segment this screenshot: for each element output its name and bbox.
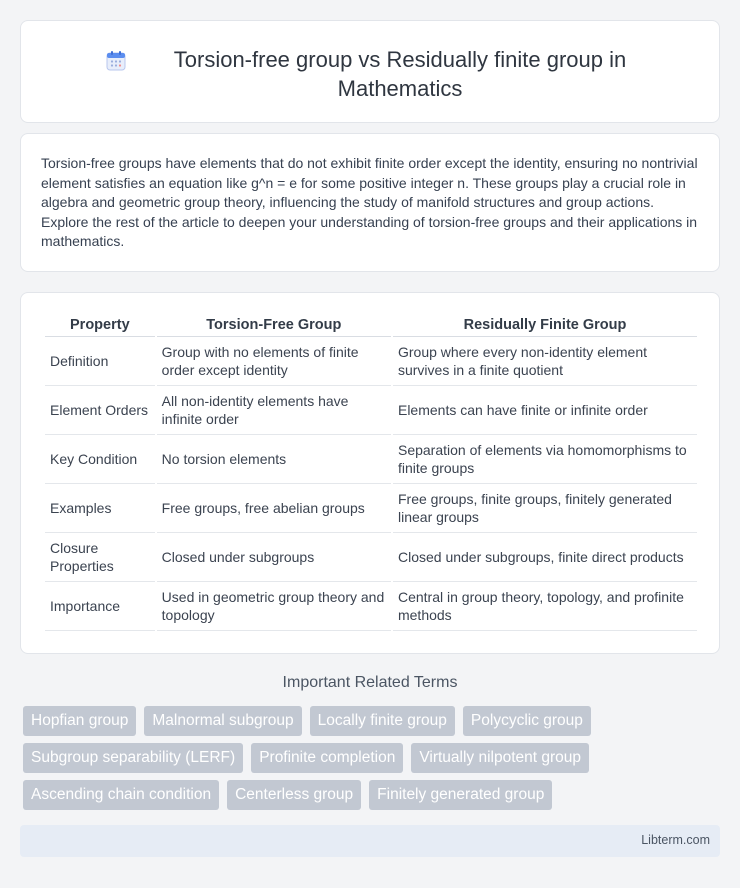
tag-finitely-generated-group[interactable]: Finitely generated group: [369, 780, 552, 810]
table-cell-property: Examples: [45, 484, 155, 533]
table-cell: Group with no elements of finite order except identity: [157, 337, 391, 386]
table-cell-property: Closure Properties: [45, 533, 155, 582]
table-row: [45, 337, 697, 386]
tag-hopfian-group[interactable]: Hopfian group: [23, 706, 136, 736]
tag-malnormal-subgroup[interactable]: Malnormal subgroup: [144, 706, 301, 736]
tag-profinite-completion[interactable]: Profinite completion: [251, 743, 403, 773]
intro-card: [20, 133, 720, 272]
tag-row: [23, 706, 623, 736]
table-cell-property: Key Condition: [45, 435, 155, 484]
tag-virtually-nilpotent-group[interactable]: Virtually nilpotent group: [411, 743, 589, 773]
table-cell: Central in group theory, topology, and profinite methods: [393, 582, 697, 631]
table-cell: No torsion elements: [157, 435, 391, 484]
footer-site-link[interactable]: Libterm.com: [641, 833, 710, 847]
table-cell-property: Definition: [45, 337, 155, 386]
table-cell: All non-identity elements have infinite order: [157, 386, 391, 435]
tag-locally-finite-group[interactable]: Locally finite group: [310, 706, 455, 736]
tag-polycyclic-group[interactable]: Polycyclic group: [463, 706, 591, 736]
comparison-card: [20, 292, 720, 654]
tag-row: [23, 743, 623, 773]
table-header-row: [45, 314, 697, 337]
related-terms-heading: Important Related Terms: [282, 674, 458, 691]
table-cell-property: Importance: [45, 582, 155, 631]
table-cell: Elements can have finite or infinite order: [393, 386, 697, 435]
header-property: Property: [45, 314, 155, 337]
table-row: [45, 582, 697, 631]
table-row: [45, 533, 697, 582]
tag-ascending-chain-condition[interactable]: Ascending chain condition: [23, 780, 219, 810]
table-cell: Separation of elements via homomorphisms to finite groups: [393, 435, 697, 484]
calendar-icon: [104, 49, 128, 73]
intro-paragraph: Torsion-free groups have elements that do not exhibit finite order except the identity, ensuring no nontrivial element satisfies an equation like g^n = e for some positive integer n. These groups play a crucial role in algebra and geometric group theory, influencing the study of manifold structures and group actions. Explore the rest of the article to deepen your understanding of torsion-free groups and their applications in mathematics.: [41, 155, 698, 250]
title-card: [20, 20, 720, 123]
tag-centerless-group[interactable]: Centerless group: [227, 780, 361, 810]
related-terms-tags: [23, 706, 623, 817]
comparison-table: [43, 314, 699, 631]
table-cell: Free groups, free abelian groups: [157, 484, 391, 533]
table-cell: Group where every non-identity element survives in a finite quotient: [393, 337, 697, 386]
table-row: [45, 484, 697, 533]
table-row: [45, 435, 697, 484]
table-cell-property: Element Orders: [45, 386, 155, 435]
table-cell: Used in geometric group theory and topology: [157, 582, 391, 631]
tag-subgroup-separability[interactable]: Subgroup separability (LERF): [23, 743, 243, 773]
table-cell: Closed under subgroups, finite direct products: [393, 533, 697, 582]
table-row: [45, 386, 697, 435]
table-cell: Free groups, finite groups, finitely generated linear groups: [393, 484, 697, 533]
page-title-line2: Mathematics: [337, 76, 463, 101]
tag-row: [23, 780, 623, 810]
footer: [20, 825, 720, 857]
header-torsion-free: Torsion-Free Group: [157, 314, 391, 337]
header-residually-finite: Residually Finite Group: [393, 314, 697, 337]
page-title-line1: Torsion-free group vs Residually finite group in: [173, 47, 627, 72]
table-cell: Closed under subgroups: [157, 533, 391, 582]
title-wrap: [21, 45, 719, 103]
